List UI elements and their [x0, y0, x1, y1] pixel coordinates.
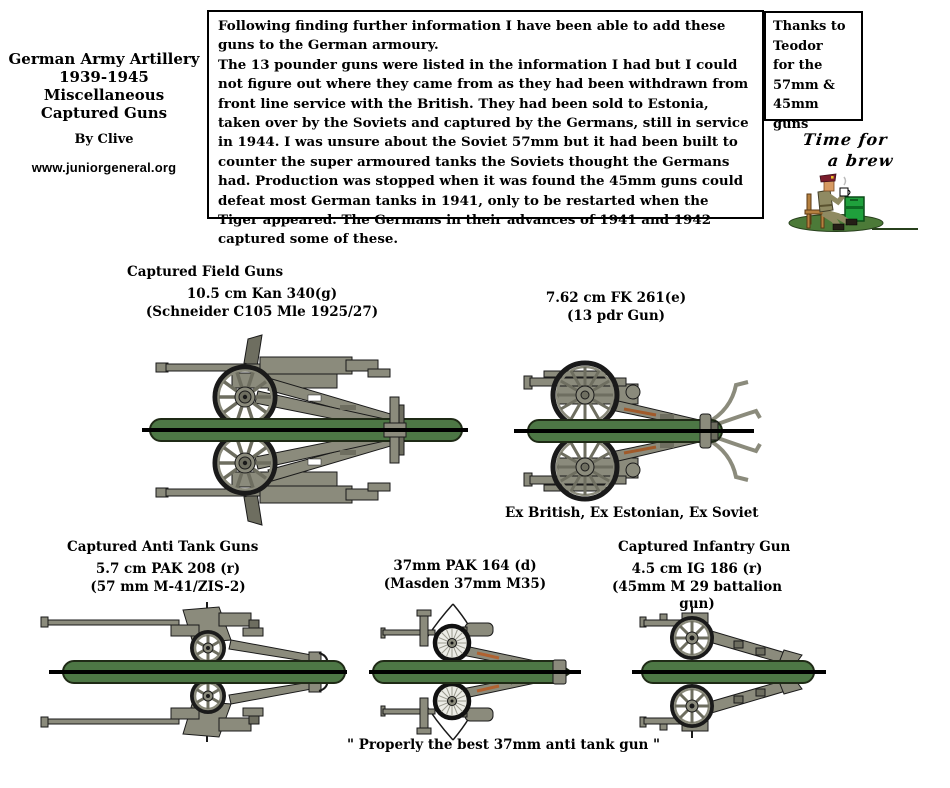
thanks-note-box	[764, 11, 863, 132]
thanks-line: 45mm guns	[773, 97, 819, 132]
gun1-name: 10.5 cm Kan 340(g)	[186, 286, 338, 302]
gun4-illustration	[365, 600, 585, 744]
thanks-line: 57mm &	[773, 77, 835, 93]
thanks-line: Thanks to	[773, 19, 846, 34]
author-byline: By Clive	[74, 132, 134, 147]
intro-paragraph-1: Following finding further information I have been able to add these guns to the German armoury.	[218, 18, 726, 54]
gun2-provenance-caption: Ex British, Ex Estonian, Ex Soviet	[505, 505, 759, 521]
gun5-illustration	[630, 600, 830, 744]
gun2-illustration	[510, 352, 780, 510]
gun2-label	[516, 290, 716, 325]
gun3-subname: (57 mm M-41/ZIS-2)	[90, 578, 246, 595]
page-title-line: Captured Guns	[40, 104, 168, 122]
gun1-label	[136, 286, 388, 321]
gun5-name: 4.5 cm IG 186 (r)	[631, 561, 763, 577]
section-heading-infantry: Captured Infantry Gun	[618, 539, 791, 555]
intro-paragraph-2: The 13 pounder guns were listed in the information I had but I could not figure out where they came from as they had been withdrawn from front line service with the British. They had been sold to Estonia, taken over by the Soviets and captured by the Germans, still in service in 1944. I was unsure about the Soviet 57mm but it had been built to counter the super armoured tanks the Soviets thought the Germans had. Production was stopped when it was found the 45mm guns could defeat most German tanks in 1941, only to be restarted when the Tiger appeared. The Germans in their advances of 1941 and 1942 captured some of these.	[218, 56, 749, 248]
gun3-illustration	[35, 600, 355, 744]
website-url: www.juniorgeneral.org	[31, 160, 177, 175]
gun3-label	[68, 561, 268, 596]
intro-text-box	[207, 10, 764, 248]
brew-caption-line-1: Time for	[802, 130, 889, 149]
page-title-line: 1939-1945	[59, 68, 149, 86]
header-block	[6, 50, 202, 175]
supply-crate	[845, 197, 864, 221]
gun1-side-view	[156, 335, 394, 431]
gun1-subname: (Schneider C105 Mle 1925/27)	[145, 303, 379, 320]
page-title-line: Miscellaneous	[43, 86, 165, 104]
gun2-subname: (13 pdr Gun)	[566, 307, 666, 324]
gun3-side-view	[41, 602, 328, 669]
steam	[844, 177, 846, 185]
soldier-tea-break-illustration	[788, 166, 948, 234]
tea-mug	[840, 188, 848, 196]
gun4-quote-caption: " Properly the best 37mm anti tank gun "	[347, 737, 661, 753]
gun4-label	[365, 558, 565, 593]
section-heading-field-guns: Captured Field Guns	[127, 264, 284, 280]
page-title-line: German Army Artillery	[8, 50, 200, 68]
beret-badge	[831, 176, 834, 179]
section-heading-anti-tank: Captured Anti Tank Guns	[67, 539, 259, 555]
gun5-subname: (45mm M 29 battalion gun)	[611, 578, 783, 612]
brew-caption-line-2: a brew	[827, 151, 895, 170]
gun5-side-view	[640, 606, 802, 666]
gun4-subname: (Masden 37mm M35)	[383, 575, 547, 592]
gun2-name: 7.62 cm FK 261(e)	[545, 290, 687, 306]
thanks-line: Teodor	[773, 38, 823, 54]
gun3-name: 5.7 cm PAK 208 (r)	[95, 561, 241, 577]
gun4-name: 37mm PAK 164 (d)	[393, 558, 537, 574]
thanks-line: for the	[773, 58, 823, 73]
gun1-illustration	[140, 333, 470, 527]
